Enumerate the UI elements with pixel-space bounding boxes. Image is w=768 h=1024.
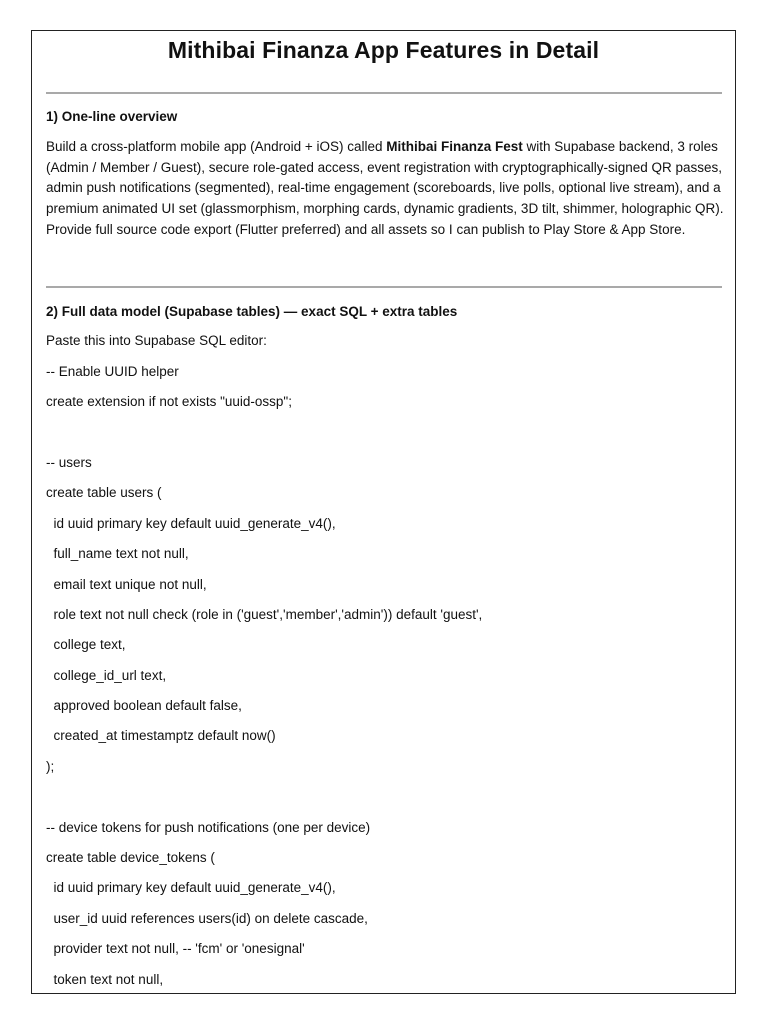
section-2-heading: 2) Full data model (Supabase tables) — exact SQL + extra tables [46,304,458,319]
sql-line: approved boolean default false, [46,698,242,713]
sql-line: college text, [46,637,126,652]
sql-line: email text unique not null, [46,577,207,592]
sql-line: -- users [46,455,92,470]
overview-text-start: Build a cross-platform mobile app (Android + iOS) called [46,139,387,154]
sql-line: create table device_tokens ( [46,850,215,865]
sql-line: created_at timestamptz default now() [46,728,276,743]
sql-line: user_id uuid references users(id) on delete cascade, [46,911,368,926]
sql-line: ); [46,759,55,774]
sql-line: id uuid primary key default uuid_generate_v4(), [46,880,336,895]
section-divider [46,286,722,288]
section-1-heading: 1) One-line overview [46,109,178,124]
section-divider [46,92,722,94]
overview-text-end: with Supabase backend, 3 roles (Admin / Member / Guest), secure role-gated access, event registration with cryptographically-signed QR passes, admin push notifications (segmented), real-time engagement (scoreboards, live polls, optional live stream), and a premium animated UI set (glassmorphism, morphing cards, dynamic gradients, 3D tilt, shimmer, holographic QR). Provide full source code export (Flutter preferred) and all assets so I can publish to Play Store & App Store. [46,139,724,237]
sql-line: college_id_url text, [46,668,167,683]
overview-paragraph [46,137,726,241]
sql-line: token text not null, [46,972,164,987]
sql-line: create extension if not exists "uuid-ossp"; [46,394,292,409]
sql-line: provider text not null, -- 'fcm' or 'onesignal' [46,941,305,956]
sql-line: -- device tokens for push notifications (one per device) [46,820,371,835]
document-page [31,30,736,994]
sql-line: full_name text not null, [46,546,189,561]
sql-line: create table users ( [46,485,162,500]
document-title: Mithibai Finanza App Features in Detail [167,37,600,63]
sql-line: role text not null check (role in ('guest','member','admin')) default 'guest', [46,607,483,622]
sql-line: Paste this into Supabase SQL editor: [46,333,267,348]
app-name-bold: Mithibai Finanza Fest [386,139,523,154]
sql-line: -- Enable UUID helper [46,364,179,379]
sql-line: id uuid primary key default uuid_generate_v4(), [46,516,336,531]
